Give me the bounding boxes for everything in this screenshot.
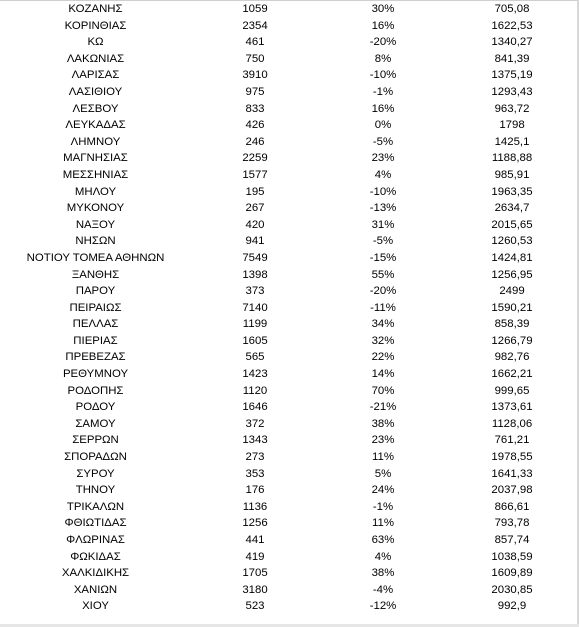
- region-name-cell: ΛΑΡΙΣΑΣ: [71, 69, 120, 82]
- percent-change-cell: 31%: [371, 218, 395, 231]
- region-name-cell: ΦΩΚΙΔΑΣ: [70, 550, 121, 563]
- value-cell: 2015,65: [491, 218, 533, 231]
- percent-change-cell: -1%: [372, 85, 394, 98]
- table-row: [0, 449, 577, 466]
- percent-change-cell: 55%: [371, 268, 395, 281]
- percent-change-cell: 38%: [371, 417, 395, 430]
- region-name-cell: ΤΡΙΚΑΛΩΝ: [66, 500, 125, 513]
- count-cell: 426: [245, 119, 265, 132]
- region-name-cell: ΛΗΜΝΟΥ: [70, 135, 121, 148]
- region-name-cell: ΡΟΔΟΥ: [75, 401, 116, 414]
- value-cell: 1641,33: [491, 467, 533, 480]
- region-name-cell: ΞΑΝΘΗΣ: [71, 268, 120, 281]
- value-cell: 1260,53: [491, 235, 533, 248]
- region-name-cell: ΧΙΟΥ: [82, 600, 109, 613]
- value-cell: 1293,43: [491, 85, 533, 98]
- value-cell: 866,61: [494, 500, 530, 513]
- value-cell: 1340,27: [491, 36, 533, 49]
- table-row: [0, 349, 577, 366]
- percent-change-cell: -20%: [369, 36, 397, 49]
- table-row: [0, 67, 577, 84]
- percent-change-cell: 70%: [371, 384, 395, 397]
- percent-change-cell: -21%: [369, 401, 397, 414]
- count-cell: 7140: [242, 301, 268, 314]
- value-cell: 982,76: [494, 351, 530, 364]
- value-cell: 2030,85: [491, 583, 533, 596]
- count-cell: 441: [245, 534, 265, 546]
- count-cell: 3910: [242, 69, 268, 82]
- percent-change-cell: -11%: [370, 301, 396, 314]
- table-row: [0, 134, 577, 151]
- value-cell: 963,72: [494, 102, 530, 115]
- count-cell: 267: [245, 202, 265, 215]
- value-cell: 999,65: [494, 384, 530, 397]
- count-cell: 1646: [242, 401, 268, 414]
- region-name-cell: ΠΑΡΟΥ: [75, 285, 116, 298]
- count-cell: 1705: [242, 567, 268, 580]
- region-name-cell: ΠΙΕΡΙΑΣ: [73, 334, 118, 347]
- percent-change-cell: 30%: [371, 3, 395, 15]
- table-row: [0, 416, 577, 433]
- count-cell: 1120: [242, 384, 268, 397]
- percent-change-cell: 11%: [372, 517, 394, 530]
- region-name-cell: ΚΟΡΙΝΘΙΑΣ: [64, 19, 127, 32]
- count-cell: 1059: [242, 3, 268, 15]
- table-row: [0, 366, 577, 383]
- value-cell: 2634,7: [494, 202, 530, 215]
- percent-change-cell: -4%: [372, 583, 394, 596]
- count-cell: 2354: [242, 19, 268, 32]
- count-cell: 3180: [242, 583, 268, 596]
- table-row: [0, 184, 577, 201]
- value-cell: 1978,55: [491, 451, 533, 464]
- percent-change-cell: -5%: [372, 135, 394, 148]
- region-name-cell: ΝΟΤΙΟΥ ΤΟΜΕΑ ΑΘΗΝΩΝ: [26, 251, 165, 264]
- count-cell: 420: [245, 218, 265, 231]
- region-name-cell: ΜΗΛΟΥ: [74, 185, 117, 198]
- count-cell: 833: [245, 102, 265, 115]
- count-cell: 975: [245, 85, 265, 98]
- percent-change-cell: 5%: [374, 467, 392, 480]
- value-cell: 1424,81: [491, 251, 533, 264]
- percent-change-cell: 23%: [371, 434, 395, 447]
- value-cell: 1256,95: [491, 268, 533, 281]
- table-body: [0, 1, 577, 615]
- percent-change-cell: -5%: [372, 235, 394, 248]
- percent-change-cell: 4%: [374, 550, 392, 563]
- table-row: [0, 432, 577, 449]
- region-name-cell: ΛΑΚΩΝΙΑΣ: [66, 52, 125, 65]
- value-cell: 2499: [499, 285, 525, 298]
- region-name-cell: ΜΑΓΝΗΣΙΑΣ: [63, 152, 128, 165]
- region-name-cell: ΚΟΖΑΝΗΣ: [68, 3, 123, 15]
- count-cell: 461: [245, 36, 265, 49]
- percent-change-cell: 63%: [371, 534, 395, 546]
- percent-change-cell: 23%: [371, 152, 395, 165]
- table-row: [0, 482, 577, 499]
- count-cell: 176: [245, 484, 265, 497]
- region-name-cell: ΡΕΘΥΜΝΟΥ: [62, 368, 129, 381]
- value-cell: 1425,1: [494, 135, 530, 148]
- percent-change-cell: 34%: [371, 318, 395, 331]
- table-row: [0, 598, 577, 615]
- count-cell: 7549: [242, 251, 268, 264]
- percent-change-cell: -15%: [369, 251, 397, 264]
- value-cell: 841,39: [494, 52, 530, 65]
- value-cell: 1963,35: [491, 185, 533, 198]
- region-name-cell: ΤΗΝΟΥ: [75, 484, 116, 497]
- table-row: [0, 549, 577, 566]
- table-row: [0, 267, 577, 284]
- region-name-cell: ΣΑΜΟΥ: [75, 417, 116, 430]
- table-row: [0, 466, 577, 483]
- table-row: [0, 532, 577, 549]
- region-name-cell: ΠΕΙΡΑΙΩΣ: [69, 301, 122, 314]
- table-row: [0, 117, 577, 134]
- region-name-cell: ΣΕΡΡΩΝ: [72, 434, 119, 447]
- value-cell: 793,78: [494, 517, 530, 530]
- percent-change-cell: -1%: [372, 500, 394, 513]
- count-cell: 1423: [242, 368, 268, 381]
- table-row: [0, 582, 577, 599]
- table-row: [0, 333, 577, 350]
- region-name-cell: ΛΕΣΒΟΥ: [72, 102, 119, 115]
- region-name-cell: ΝΗΣΩΝ: [75, 235, 116, 248]
- count-cell: 1605: [242, 334, 268, 347]
- region-name-cell: ΛΑΣΙΘΙΟΥ: [68, 85, 123, 98]
- percent-change-cell: -13%: [369, 202, 397, 215]
- table-row: [0, 399, 577, 416]
- table-row: [0, 217, 577, 234]
- percent-change-cell: 22%: [371, 351, 395, 364]
- region-name-cell: ΡΟΔΟΠΗΣ: [67, 384, 124, 397]
- value-cell: 2037,98: [491, 484, 533, 497]
- count-cell: 941: [245, 235, 265, 248]
- value-cell: 1375,19: [491, 69, 533, 82]
- table-row: [0, 515, 577, 532]
- count-cell: 750: [245, 52, 265, 65]
- table-row: [0, 34, 577, 51]
- percent-change-cell: 24%: [371, 484, 395, 497]
- table-row: [0, 300, 577, 317]
- value-cell: 1188,88: [491, 152, 533, 165]
- count-cell: 372: [245, 417, 265, 430]
- count-cell: 273: [245, 451, 265, 464]
- count-cell: 1343: [242, 434, 268, 447]
- table-row: [0, 316, 577, 333]
- value-cell: 1609,89: [491, 567, 533, 580]
- region-name-cell: ΧΑΛΚΙΔΙΚΗΣ: [61, 567, 130, 580]
- region-name-cell: ΚΩ: [87, 36, 104, 49]
- table-row: [0, 499, 577, 516]
- value-cell: 1798: [499, 119, 525, 132]
- count-cell: 523: [245, 600, 265, 613]
- count-cell: 1199: [242, 318, 268, 331]
- table-row: [0, 101, 577, 118]
- count-cell: 419: [245, 550, 265, 563]
- region-name-cell: ΦΛΩΡΙΝΑΣ: [66, 534, 125, 546]
- table-row: [0, 167, 577, 184]
- percent-change-cell: -10%: [369, 185, 397, 198]
- percent-change-cell: -10%: [369, 69, 397, 82]
- table-row: [0, 1, 577, 18]
- region-name-cell: ΛΕΥΚΑΔΑΣ: [65, 119, 126, 132]
- value-cell: 858,39: [494, 318, 530, 331]
- table-row: [0, 233, 577, 250]
- count-cell: 2259: [242, 152, 268, 165]
- region-name-cell: ΠΡΕΒΕΖΑΣ: [65, 351, 126, 364]
- value-cell: 705,08: [494, 3, 530, 15]
- count-cell: 565: [245, 351, 265, 364]
- percent-change-cell: 32%: [371, 334, 395, 347]
- value-cell: 1590,21: [491, 301, 533, 314]
- table-row: [0, 565, 577, 582]
- percent-change-cell: 14%: [371, 368, 395, 381]
- count-cell: 1398: [242, 268, 268, 281]
- percent-change-cell: 11%: [372, 451, 394, 464]
- table-row: [0, 200, 577, 217]
- value-cell: 1622,53: [491, 19, 533, 32]
- value-cell: 857,74: [494, 534, 530, 546]
- count-cell: 373: [245, 285, 265, 298]
- table-row: [0, 383, 577, 400]
- table-row: [0, 150, 577, 167]
- count-cell: 195: [245, 185, 265, 198]
- percent-change-cell: 4%: [374, 168, 392, 181]
- table-row: [0, 84, 577, 101]
- count-cell: 1136: [242, 500, 268, 513]
- count-cell: 246: [245, 135, 265, 148]
- region-name-cell: ΣΥΡΟΥ: [76, 467, 115, 480]
- region-name-cell: ΠΕΛΛΑΣ: [72, 318, 119, 331]
- table-row: [0, 283, 577, 300]
- region-name-cell: ΧΑΝΙΩΝ: [73, 583, 118, 596]
- count-cell: 353: [245, 467, 265, 480]
- percent-change-cell: 38%: [371, 567, 395, 580]
- count-cell: 1256: [242, 517, 268, 530]
- value-cell: 1128,06: [491, 417, 533, 430]
- region-name-cell: ΣΠΟΡΑΔΩΝ: [64, 451, 127, 464]
- value-cell: 992,9: [497, 600, 527, 613]
- percent-change-cell: 8%: [374, 52, 392, 65]
- region-name-cell: ΦΘΙΩΤΙΔΑΣ: [64, 517, 127, 530]
- value-cell: 1373,61: [491, 401, 533, 414]
- count-cell: 1577: [242, 168, 268, 181]
- value-cell: 985,91: [494, 168, 530, 181]
- percent-change-cell: 0%: [374, 119, 392, 132]
- table-row: [0, 250, 577, 267]
- percent-change-cell: -20%: [369, 285, 397, 298]
- value-cell: 1038,59: [491, 550, 533, 563]
- region-name-cell: ΜΥΚΟΝΟΥ: [66, 202, 125, 215]
- percent-change-cell: -12%: [369, 600, 397, 613]
- region-name-cell: ΝΑΞΟΥ: [75, 218, 116, 231]
- percent-change-cell: 16%: [371, 19, 395, 32]
- value-cell: 1662,21: [491, 368, 533, 381]
- percent-change-cell: 16%: [371, 102, 395, 115]
- table-row: [0, 18, 577, 35]
- value-cell: 761,21: [494, 434, 530, 447]
- table-row: [0, 51, 577, 68]
- value-cell: 1266,79: [491, 334, 533, 347]
- region-name-cell: ΜΕΣΣΗΝΙΑΣ: [62, 168, 129, 181]
